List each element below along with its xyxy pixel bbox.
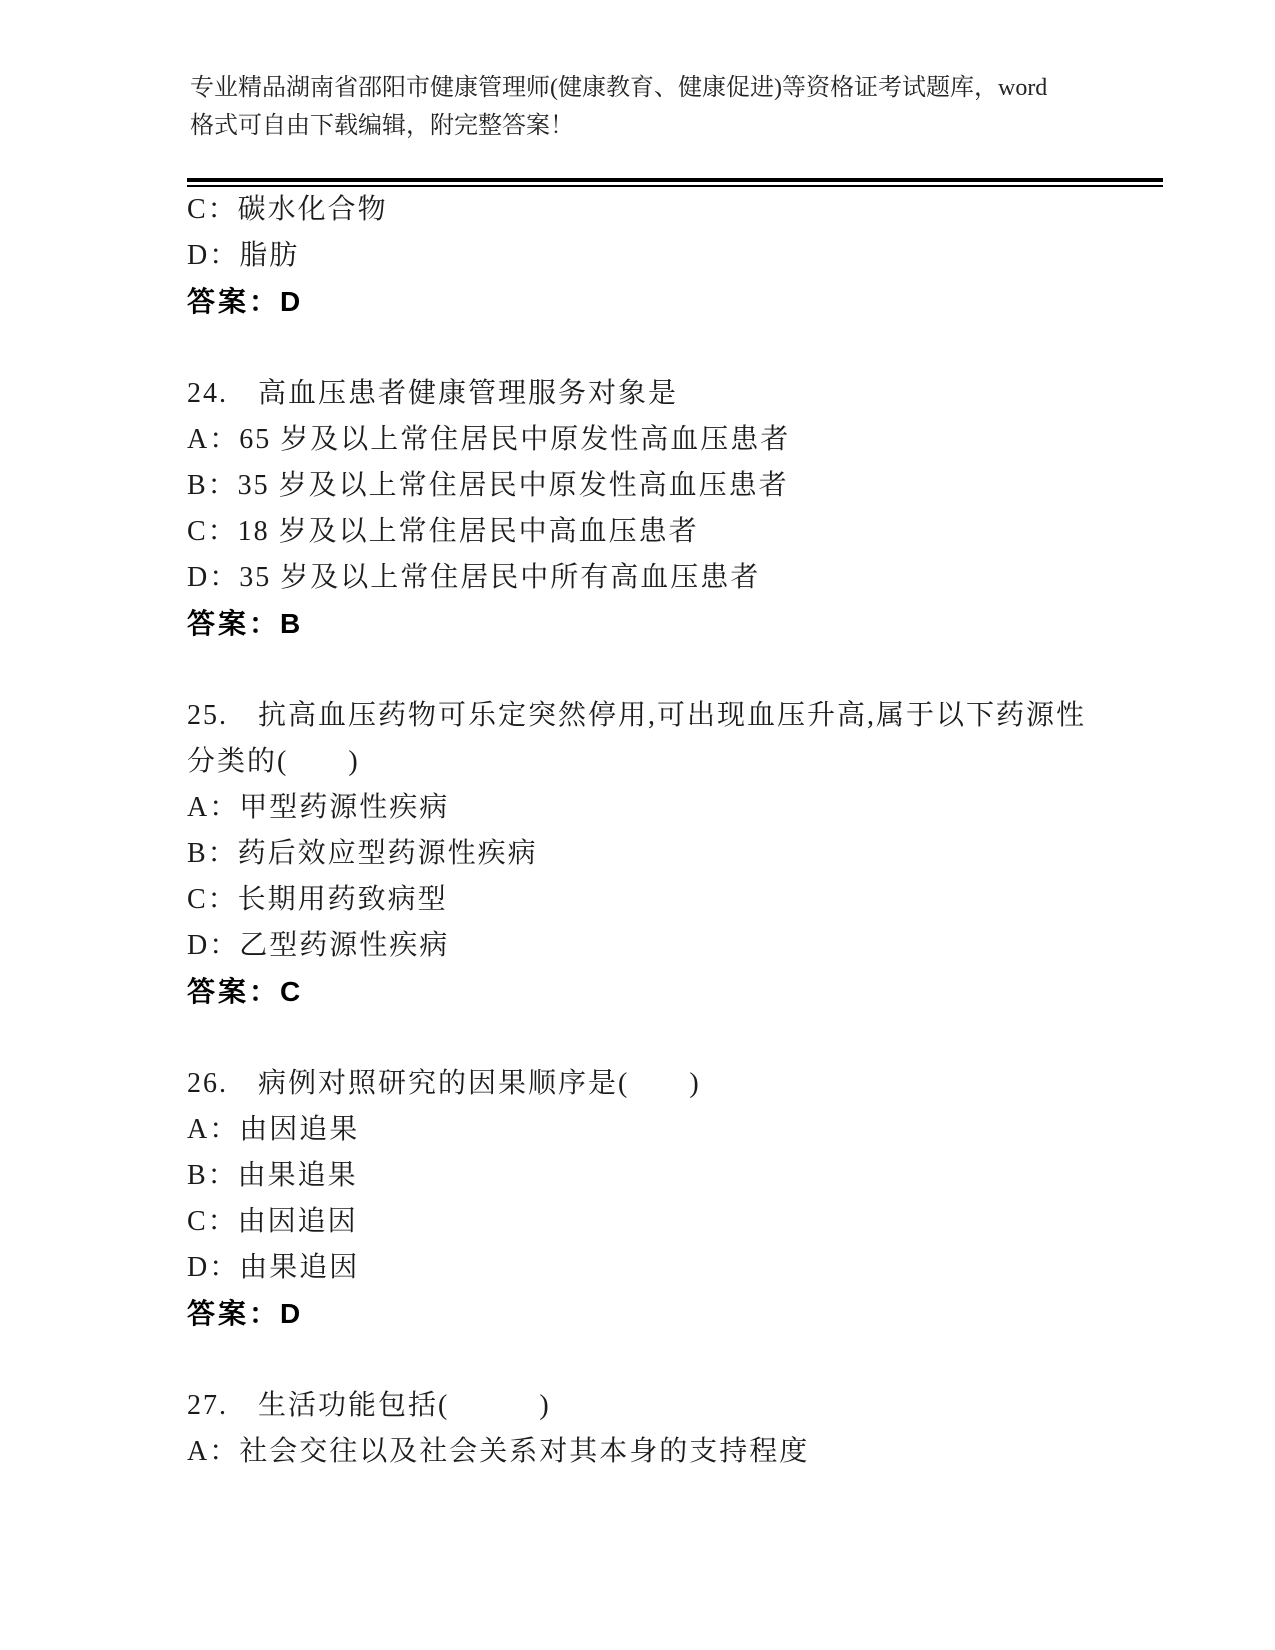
answer-line: 答案：D — [187, 286, 304, 317]
option-line: B：35 岁及以上常住居民中原发性高血压患者 — [187, 470, 789, 501]
option-line: D：脂肪 — [187, 240, 300, 271]
question-title: 26. 病例对照研究的因果顺序是( ) — [187, 1068, 701, 1099]
page-header — [190, 69, 1175, 145]
header-rule — [187, 178, 1163, 187]
option-line: C：18 岁及以上常住居民中高血压患者 — [187, 516, 699, 547]
option-line: B：药后效应型药源性疾病 — [187, 838, 538, 869]
option-line: D：由果追因 — [187, 1252, 360, 1283]
blank-line — [187, 1337, 1227, 1383]
option-line: B：由果追果 — [187, 1160, 358, 1191]
option-line: A：65 岁及以上常住居民中原发性高血压患者 — [187, 424, 791, 455]
option-line: D：35 岁及以上常住居民中所有高血压患者 — [187, 562, 761, 593]
header-line-1: 专业精品湖南省邵阳市健康管理师(健康教育、健康促进)等资格证考试题库，word — [190, 75, 1048, 101]
question-title: 25. 抗高血压药物可乐定突然停用,可出现血压升高,属于以下药源性 — [187, 700, 1087, 731]
option-line: A：由因追果 — [187, 1114, 360, 1145]
question-title-continued: 分类的( ) — [187, 746, 360, 777]
answer-line: 答案：D — [187, 1298, 304, 1329]
option-line: C：碳水化合物 — [187, 194, 388, 225]
answer-line: 答案：C — [187, 976, 304, 1007]
option-line: C：长期用药致病型 — [187, 884, 448, 915]
option-line: A：甲型药源性疾病 — [187, 792, 450, 823]
answer-line: 答案：B — [187, 608, 304, 639]
blank-line — [187, 325, 1227, 371]
blank-line — [187, 647, 1227, 693]
option-line: C：由因追因 — [187, 1206, 358, 1237]
document-body — [187, 187, 1227, 1475]
option-line: A：社会交往以及社会关系对其本身的支持程度 — [187, 1436, 810, 1467]
question-title: 24. 高血压患者健康管理服务对象是 — [187, 378, 679, 409]
question-title: 27. 生活功能包括( ) — [187, 1390, 551, 1421]
header-line-2: 格式可自由下载编辑，附完整答案！ — [190, 113, 574, 139]
blank-line — [187, 1015, 1227, 1061]
option-line: D：乙型药源性疾病 — [187, 930, 450, 961]
